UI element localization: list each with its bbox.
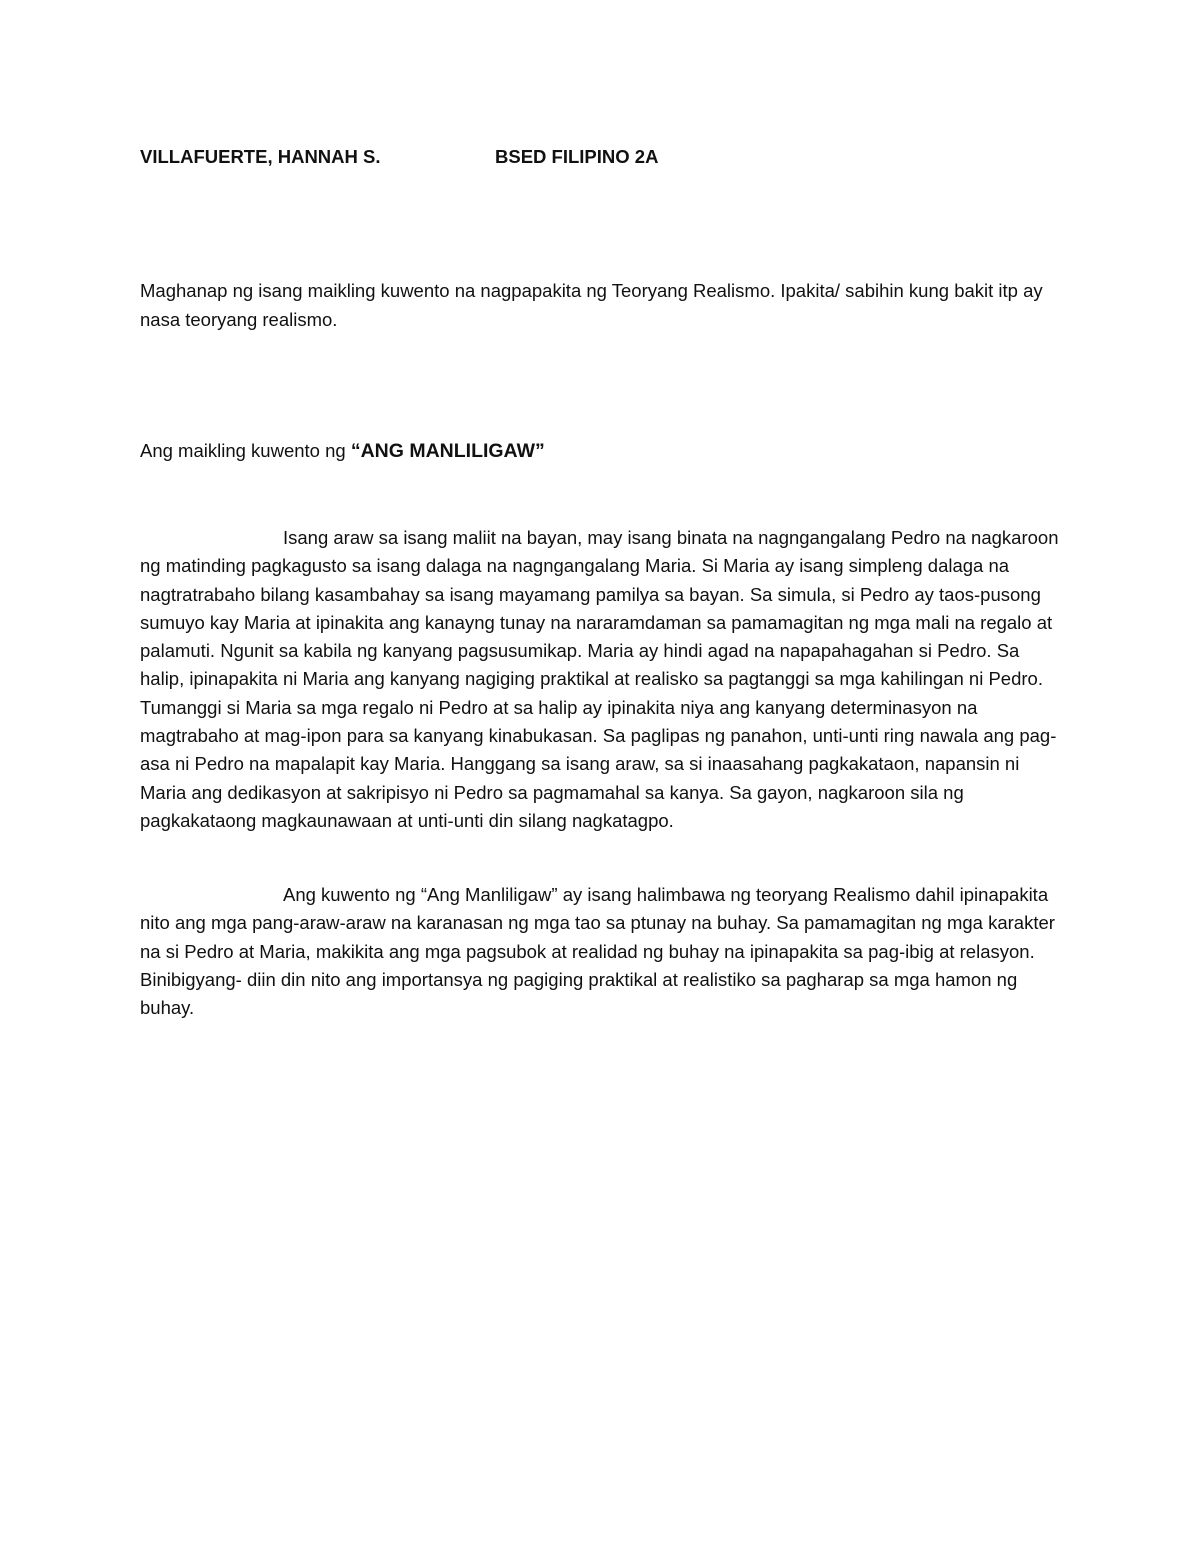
student-name: VILLAFUERTE, HANNAH S. [140, 146, 381, 167]
assignment-instructions: Maghanap ng isang maikling kuwento na nagpapakita ng Teoryang Realismo. Ipakita/ sabihin kung bakit itp ay nasa teoryang realismo. [140, 280, 1043, 330]
realism-explanation-paragraph: Ang kuwento ng “Ang Manliligaw” ay isang halimbawa ng teoryang Realismo dahil ipinapakita nito ang mga pang-araw-araw na karanasan ng mga tao sa ptunay na buhay. Sa pamamagitan ng mga karakter na si Pedro at Maria, makikita ang mga pagsubok at realidad ng buhay na ipinapakita sa pag-ibig at relasyon. Binibigyang- diin din nito ang importansya ng pagiging praktikal at realistiko sa pagharap sa mga hamon ng buhay. [140, 884, 1055, 1019]
document-header [140, 144, 1060, 170]
story-intro-line [140, 436, 1060, 466]
story-summary-paragraph: Isang araw sa isang maliit na bayan, may isang binata na nagngangalang Pedro na nagkaroon ng matinding pagkagusto sa isang dalaga na nagngangalang Maria. Si Maria ay isang simpleng dalaga na nagtratrabaho bilang kasambahay sa isang mayamang pamilya sa bayan. Sa simula, si Pedro ay taos-pusong sumuyo kay Maria at ipinakita ang kanayng tunay na nararamdaman sa pamamagitan ng mga mali na regalo at palamuti. Ngunit sa kabila ng kanyang pagsusumikap. Maria ay hindi agad na napapahagahan si Pedro. Sa halip, ipinapakita ni Maria ang kanyang nagiging praktikal at realisko sa pagtanggi sa mga kahilingan ni Pedro. Tumanggi si Maria sa mga regalo ni Pedro at sa halip ay ipinakita niya ang kanyang determinasyon na magtrabaho at mag-ipon para sa kanyang kinabukasan. Sa paglipas ng panahon, unti-unti ring nawala ang pag-asa ni Pedro na mapalapit kay Maria. Hanggang sa isang araw, sa si inaasahang pagkakataon, napansin ni Maria ang dedikasyon at sakripisyo ni Pedro sa pagmamahal sa kanya. Sa gayon, nagkaroon sila ng pagkakataong magkaunawaan at unti-unti din silang nagkatagpo. [140, 527, 1059, 831]
story-title: “ANG MANLILIGAW” [350, 440, 545, 462]
course-section: BSED FILIPINO 2A [495, 146, 659, 167]
story-intro-prefix: Ang maikling kuwento ng [140, 440, 351, 461]
